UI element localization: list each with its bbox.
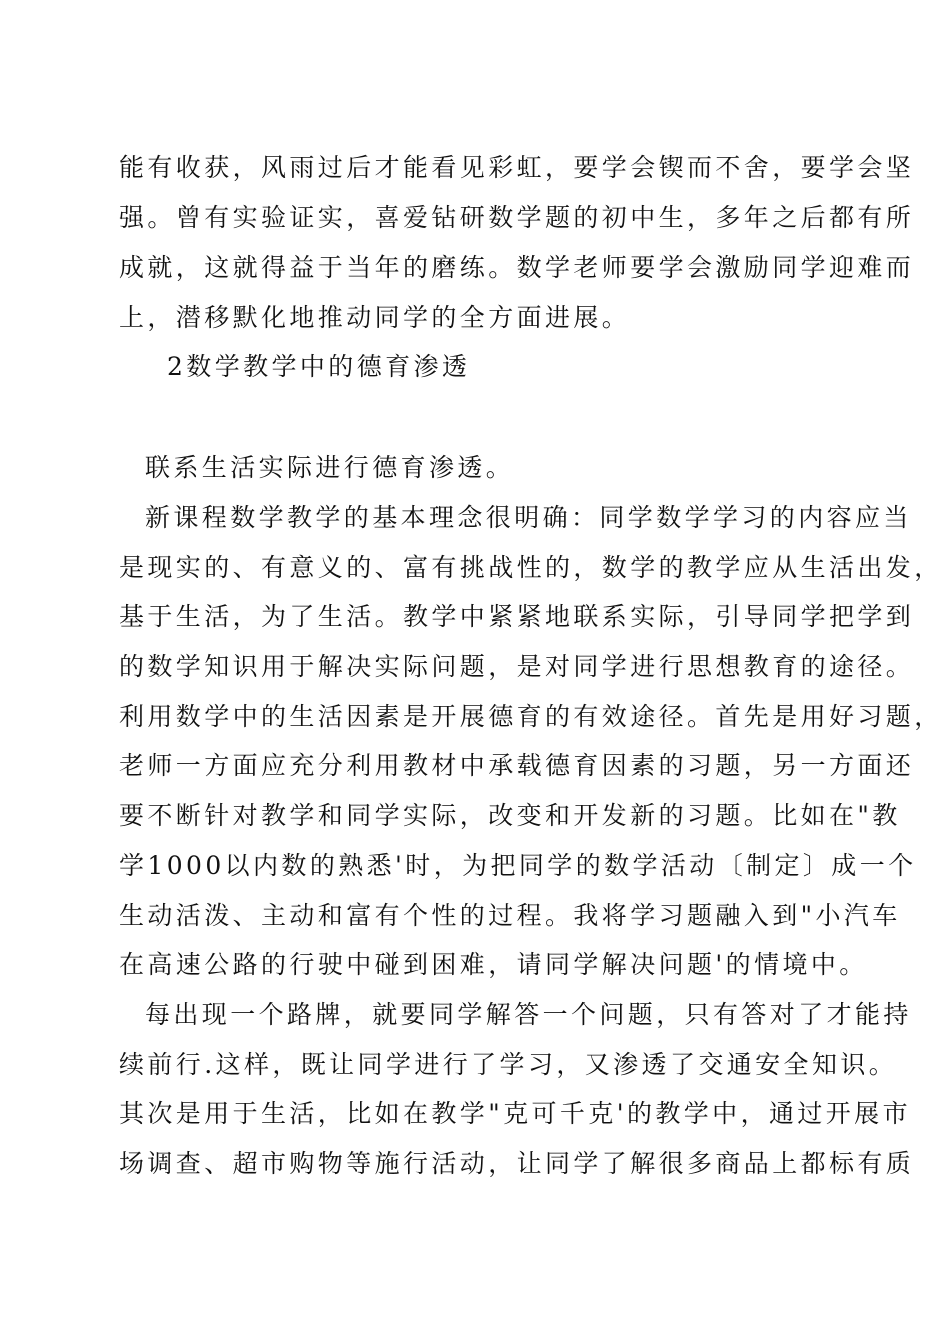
- paragraph-line: 能有收获，风雨过后才能看见彩虹，要学会锲而不舍，要学会坚: [119, 153, 915, 182]
- paragraph-line: 续前行.这样，既让同学进行了学习，又渗透了交通安全知识。: [119, 1050, 898, 1079]
- paragraph-line: 上，潜移默化地推动同学的全方面进展。: [119, 303, 631, 332]
- paragraph-line: 其次是用于生活，比如在教学"克可千克'的教学中，通过开展市: [119, 1099, 911, 1128]
- paragraph-line: 的数学知识用于解决实际问题，是对同学进行思想教育的途径。: [119, 652, 915, 681]
- subheading: 联系生活实际进行德育渗透。: [145, 453, 515, 482]
- paragraph-line: 每出现一个路牌，就要同学解答一个问题，只有答对了才能持: [145, 1000, 912, 1029]
- paragraph-line: 利用数学中的生活因素是开展德育的有效途径。首先是用好习题，: [119, 702, 943, 731]
- paragraph-line: 生动活泼、主动和富有个性的过程。我将学习题融入到"小汽车: [119, 901, 901, 930]
- paragraph-line: 学1000以内数的熟悉'时，为把同学的数学活动〔制定〕成一个: [119, 851, 917, 880]
- paragraph-line: 老师一方面应充分利用教材中承载德育因素的习题，另一方面还: [119, 751, 915, 780]
- paragraph-line: 基于生活，为了生活。教学中紧紧地联系实际，引导同学把学到: [119, 602, 915, 631]
- paragraph-line: 强。曾有实验证实，喜爱钻研数学题的初中生，多年之后都有所: [119, 203, 915, 232]
- paragraph-line: 要不断针对教学和同学实际，改变和开发新的习题。比如在"教: [119, 801, 901, 830]
- paragraph-line: 成就，这就得益于当年的磨练。数学老师要学会激励同学迎难而: [119, 253, 915, 282]
- paragraph-line: 是现实的、有意义的、富有挑战性的，数学的教学应从生活出发，: [119, 553, 943, 582]
- paragraph-line: 新课程数学教学的基本理念很明确：同学数学学习的内容应当: [145, 503, 912, 532]
- paragraph-line: 在高速公路的行驶中碰到困难，请同学解决问题'的情境中。: [119, 950, 868, 979]
- paragraph-line: 场调查、超市购物等施行活动，让同学了解很多商品上都标有质: [119, 1149, 915, 1178]
- section-heading: 2数学教学中的德育渗透: [167, 352, 471, 381]
